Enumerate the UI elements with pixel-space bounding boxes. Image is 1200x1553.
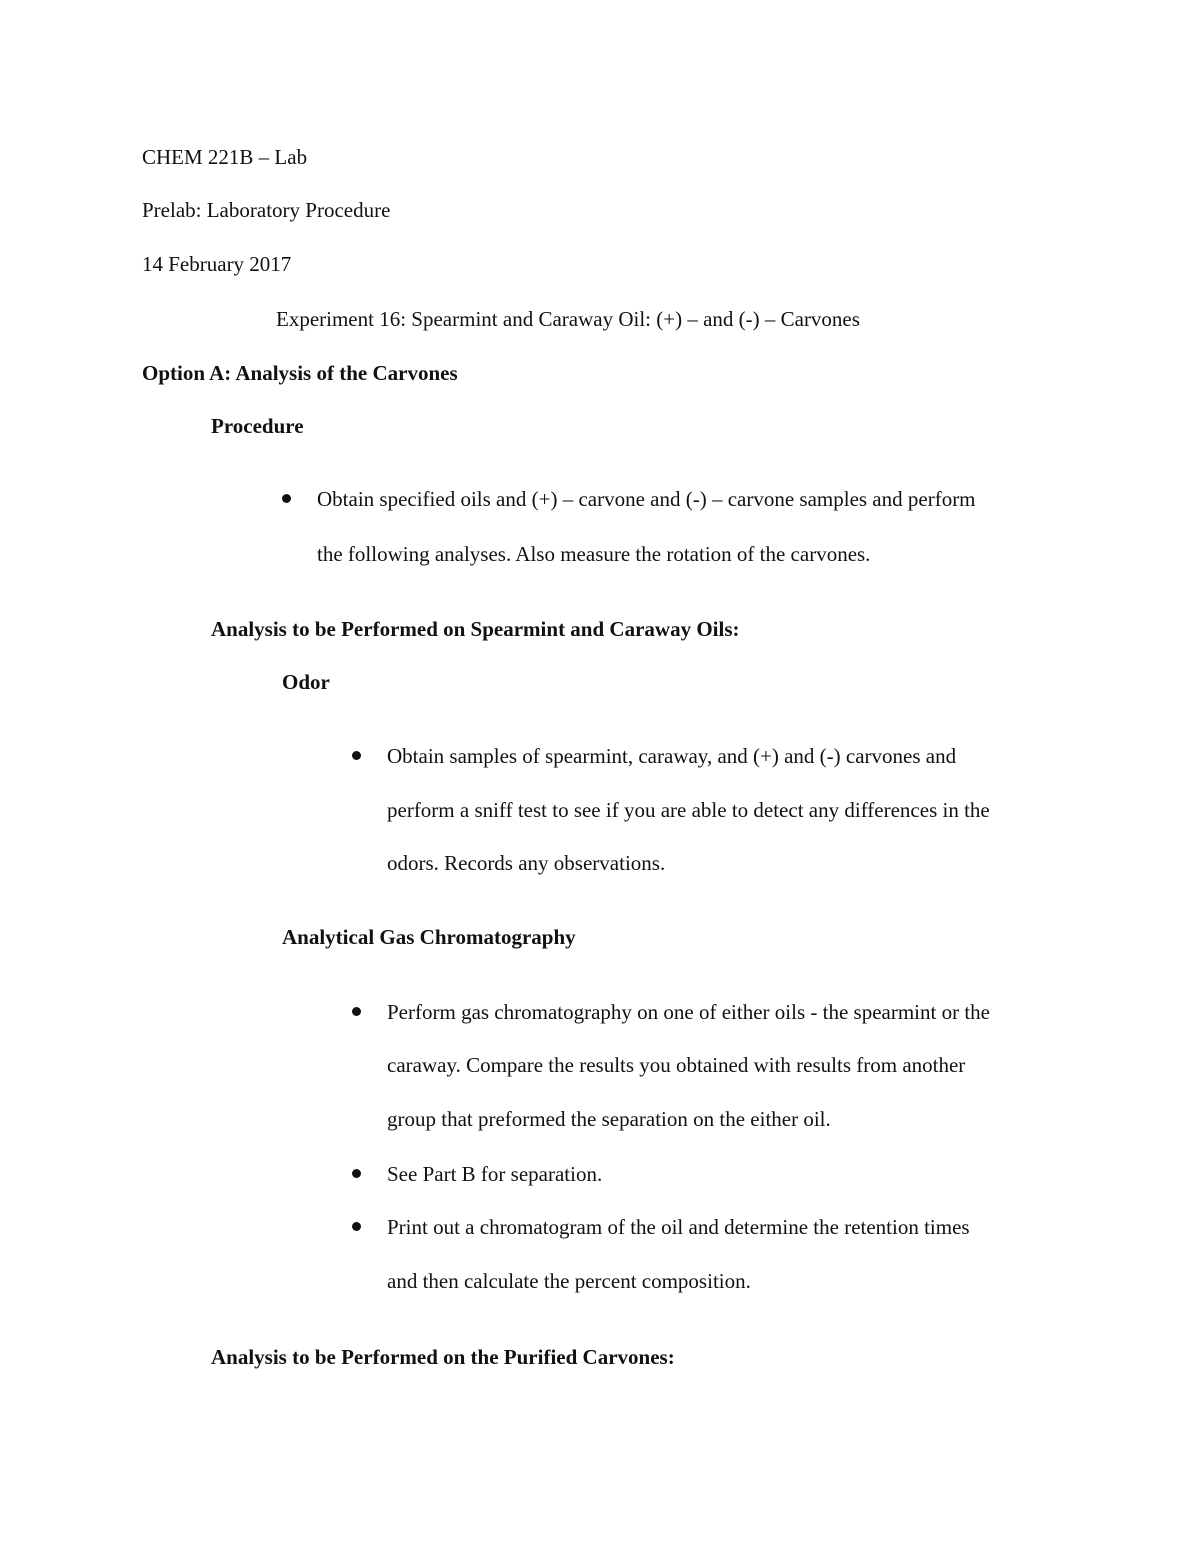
bullet-icon [282,494,291,503]
gc-bullet-1-line-1: Perform gas chromatography on one of either oils - the spearmint or the [387,1000,990,1024]
gc-bullet-1-line-2: caraway. Compare the results you obtained with results from another [387,1053,966,1077]
bullet-icon [352,1169,361,1178]
bullet-icon [352,1007,361,1016]
oils-analysis-heading: Analysis to be Performed on Spearmint and Caraway Oils: [211,617,740,641]
gc-bullet-1-line-3: group that preformed the separation on the either oil. [387,1107,831,1131]
option-a-heading: Option A: Analysis of the Carvones [142,361,458,385]
gc-bullet-3-line-1: Print out a chromatogram of the oil and determine the retention times [387,1215,970,1239]
odor-bullet-line-3: odors. Records any observations. [387,851,666,875]
procedure-bullet-line-2: the following analyses. Also measure the rotation of the carvones. [317,542,871,566]
odor-bullet-line-1: Obtain samples of spearmint, caraway, and (+) and (-) carvones and [387,744,957,768]
odor-bullet-line-2: perform a sniff test to see if you are able to detect any differences in the [387,798,990,822]
procedure-heading: Procedure [211,414,304,438]
procedure-bullet-line-1: Obtain specified oils and (+) – carvone and (-) – carvone samples and perform [317,487,976,511]
bullet-icon [352,751,361,760]
gc-bullet-3-line-2: and then calculate the percent composition. [387,1269,751,1293]
bullet-icon [352,1222,361,1231]
gc-heading: Analytical Gas Chromatography [282,925,576,949]
course-title: CHEM 221B – Lab [142,145,308,169]
purified-analysis-heading: Analysis to be Performed on the Purified Carvones: [211,1345,675,1369]
assignment-title: Prelab: Laboratory Procedure [142,198,391,222]
gc-bullet-2-line-1: See Part B for separation. [387,1162,603,1186]
experiment-title: Experiment 16: Spearmint and Caraway Oil: (+) – and (-) – Carvones [276,307,860,331]
odor-heading: Odor [282,670,330,694]
document-date: 14 February 2017 [142,252,292,276]
